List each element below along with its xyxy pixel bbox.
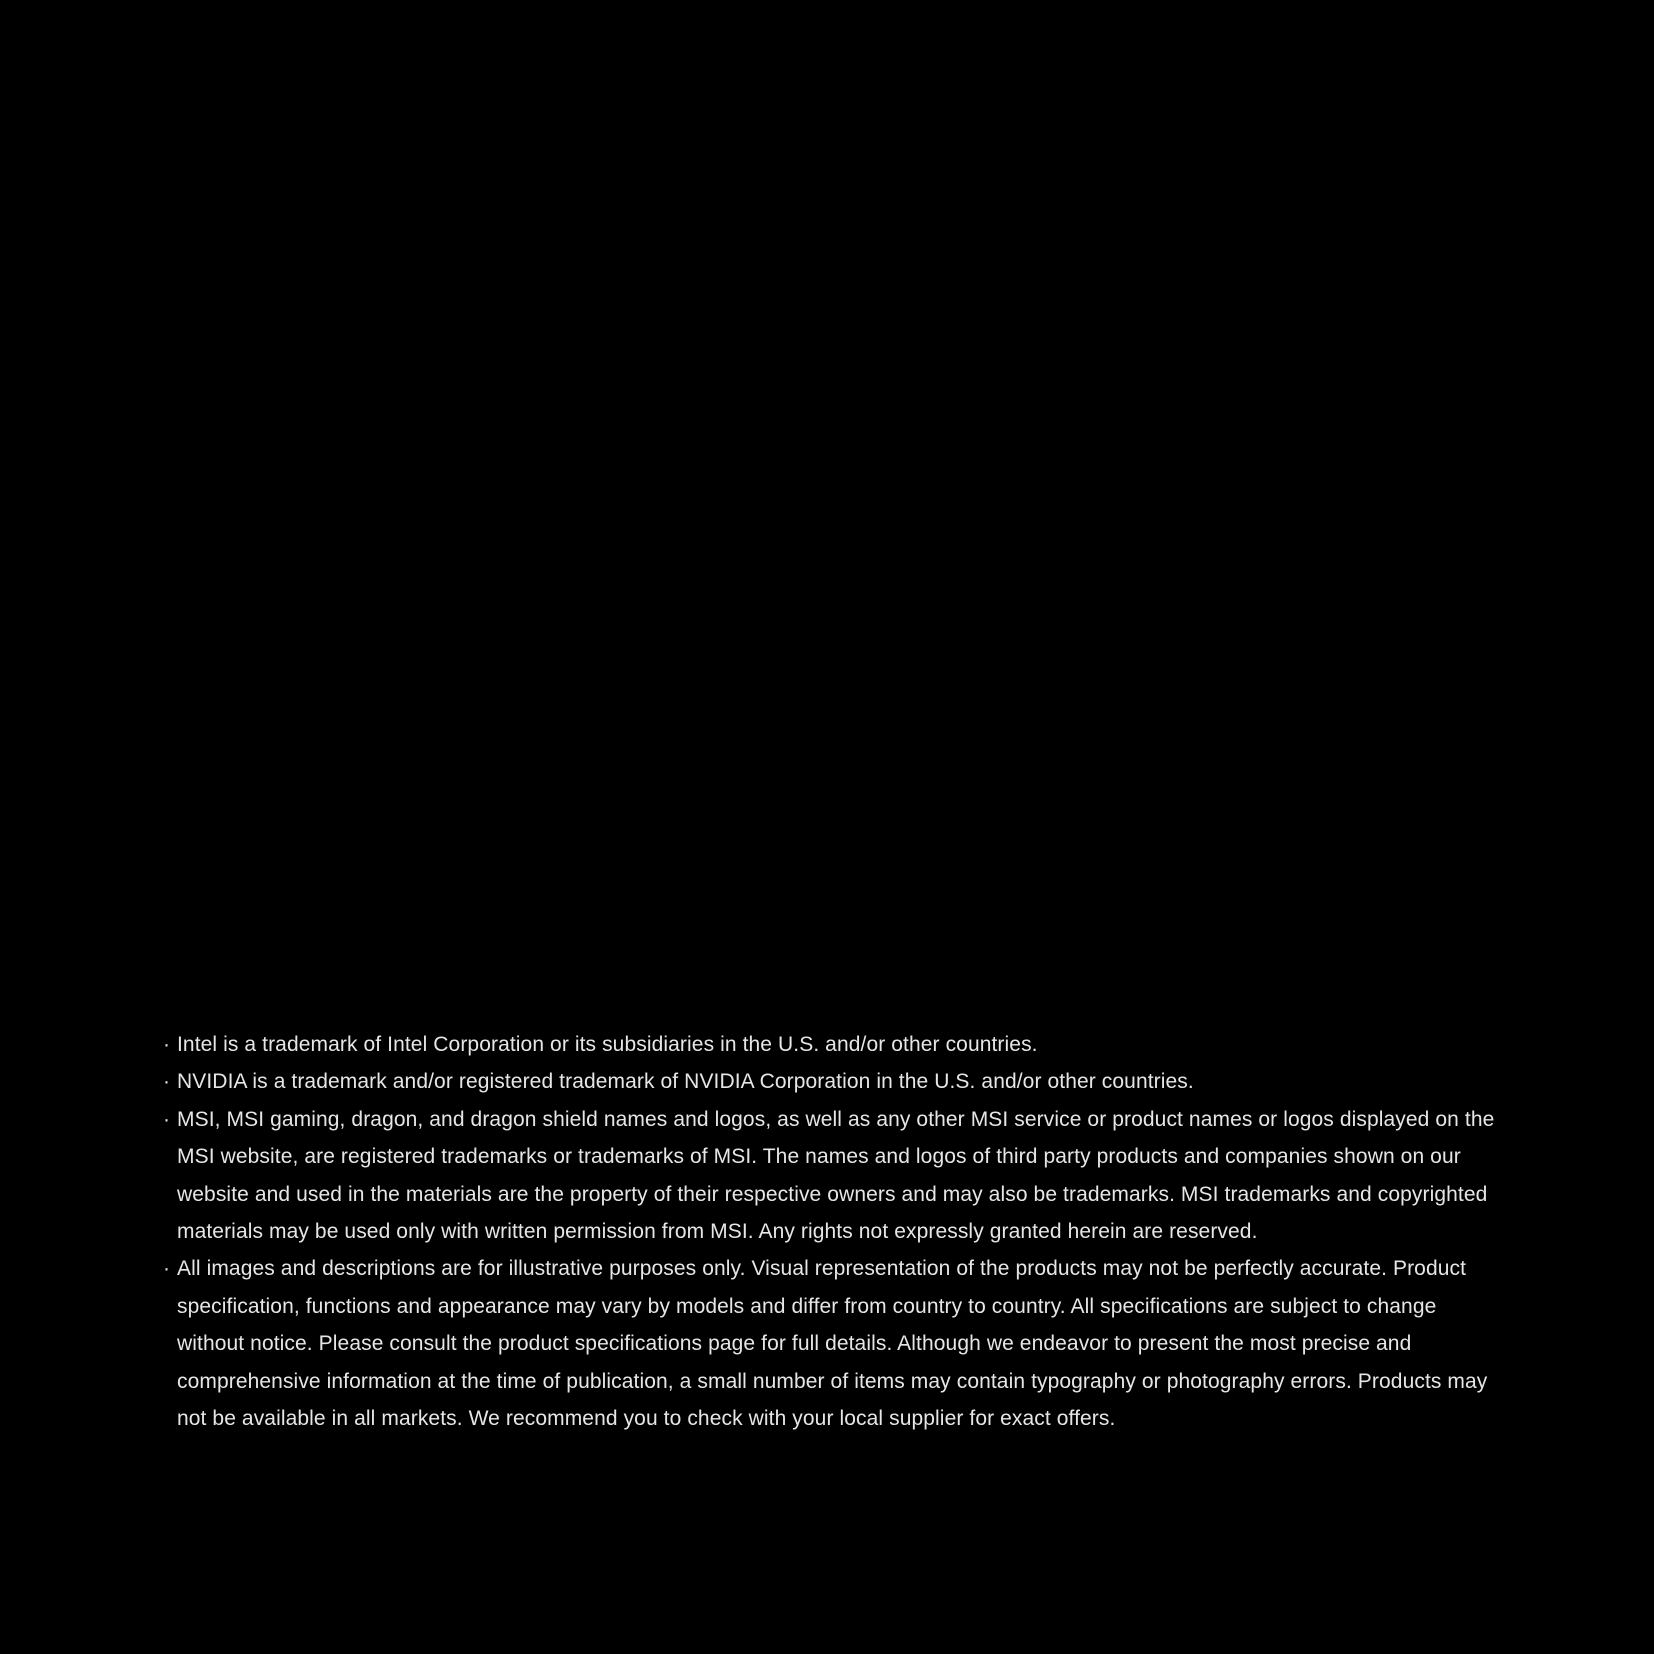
disclaimer-item-intel [163, 1026, 1501, 1063]
bullet-marker: · [163, 1257, 171, 1281]
disclaimer-item-images-descriptions [163, 1250, 1501, 1437]
disclaimer-text-images-descriptions: All images and descriptions are for illustrative purposes only. Visual representation of the products may not be perfectly accurate. Product specification, functions and appearance may vary by models and differ from country to country. All specifications are subject to change without notice. Please consult the product specifications page for full details. Although we endeavor to present the most precise and comprehensive information at the time of publication, a small number of items may contain typography or photography errors. Products may not be available in all markets. We recommend you to check with your local supplier for exact offers. [177, 1257, 1488, 1431]
bullet-marker: · [163, 1033, 171, 1056]
disclaimer-text-msi-trademarks: MSI, MSI gaming, dragon, and dragon shield names and logos, as well as any other MSI service or product names or logos displayed on the MSI website, are registered trademarks or trademarks of MSI. The names and logos of third party products and companies shown on our website and used in the materials are the property of their respective owners and may also be trademarks. MSI trademarks and copyrighted materials may be used only with written permission from MSI. Any rights not expressly granted herein are reserved. [177, 1107, 1495, 1244]
bullet-marker: · [163, 1107, 171, 1131]
disclaimer-item-nvidia [163, 1063, 1501, 1100]
disclaimer-item-msi-trademarks [163, 1101, 1501, 1251]
bullet-marker: · [163, 1070, 171, 1094]
disclaimer-text-nvidia: NVIDIA is a trademark and/or registered trademark of NVIDIA Corporation in the U.S. and/or other countries. [177, 1070, 1194, 1094]
legal-disclaimer-section [163, 1026, 1501, 1437]
disclaimer-text-intel: Intel is a trademark of Intel Corporation or its subsidiaries in the U.S. and/or other countries. [177, 1033, 1038, 1056]
